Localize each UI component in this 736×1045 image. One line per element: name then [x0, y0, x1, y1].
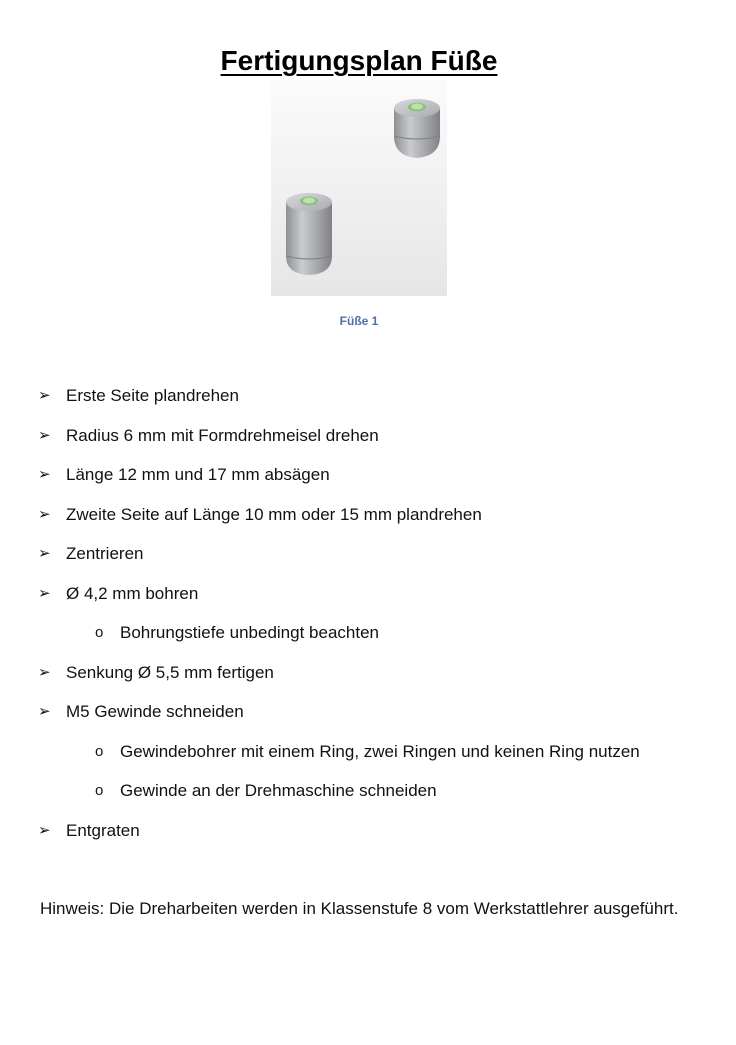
arrow-bullet-icon: ➢ [38, 387, 51, 404]
circle-bullet-icon: o [95, 782, 104, 799]
step-item [0, 380, 736, 420]
note-text: Hinweis: Die Dreharbeiten werden in Klassenstufe 8 vom Werkstattlehrer ausgeführt. [40, 899, 679, 918]
step-item [0, 420, 736, 460]
step-text: Ø 4,2 mm bohren [66, 583, 199, 603]
circle-bullet-icon: o [95, 742, 104, 760]
large-foot [286, 193, 332, 275]
step-text: Zentrieren [66, 544, 144, 563]
step-text: Zweite Seite auf Länge 10 mm oder 15 mm plandrehen [66, 504, 482, 524]
small-foot [394, 99, 440, 158]
manufacturing-steps-list [0, 380, 736, 854]
step-item [0, 459, 736, 499]
step-text: M5 Gewinde schneiden [66, 702, 244, 721]
sub-step-item [0, 736, 736, 776]
arrow-bullet-icon: ➢ [38, 426, 51, 444]
feet-figure [271, 80, 447, 296]
arrow-bullet-icon: ➢ [38, 663, 51, 681]
circle-bullet-icon: o [95, 624, 104, 641]
step-item [0, 538, 736, 578]
step-item [0, 657, 736, 697]
feet-3d-image [271, 80, 447, 296]
step-item [0, 578, 736, 618]
step-item [0, 815, 736, 855]
arrow-bullet-icon: ➢ [38, 703, 51, 720]
arrow-bullet-icon: ➢ [38, 821, 51, 839]
figure-caption: Füße 1 [339, 314, 379, 328]
step-item [0, 499, 736, 539]
arrow-bullet-icon: ➢ [38, 466, 51, 483]
arrow-bullet-icon: ➢ [38, 545, 51, 562]
step-text: Bohrungstiefe unbedingt beachten [120, 623, 379, 642]
step-text: Radius 6 mm mit Formdrehmeisel drehen [66, 425, 379, 445]
page-title: Fertigungsplan Füße [220, 44, 498, 76]
step-text: Länge 12 mm und 17 mm absägen [66, 465, 330, 484]
step-text: Gewindebohrer mit einem Ring, zwei Ringen und keinen Ring nutzen [120, 741, 640, 761]
sub-step-item [0, 617, 736, 657]
arrow-bullet-icon: ➢ [38, 584, 51, 602]
step-text: Entgraten [66, 820, 140, 840]
step-item [0, 696, 736, 736]
step-text: Senkung Ø 5,5 mm fertigen [66, 662, 274, 682]
sub-step-item [0, 775, 736, 815]
step-text: Erste Seite plandrehen [66, 386, 239, 405]
arrow-bullet-icon: ➢ [38, 505, 51, 523]
step-text: Gewinde an der Drehmaschine schneiden [120, 781, 437, 800]
